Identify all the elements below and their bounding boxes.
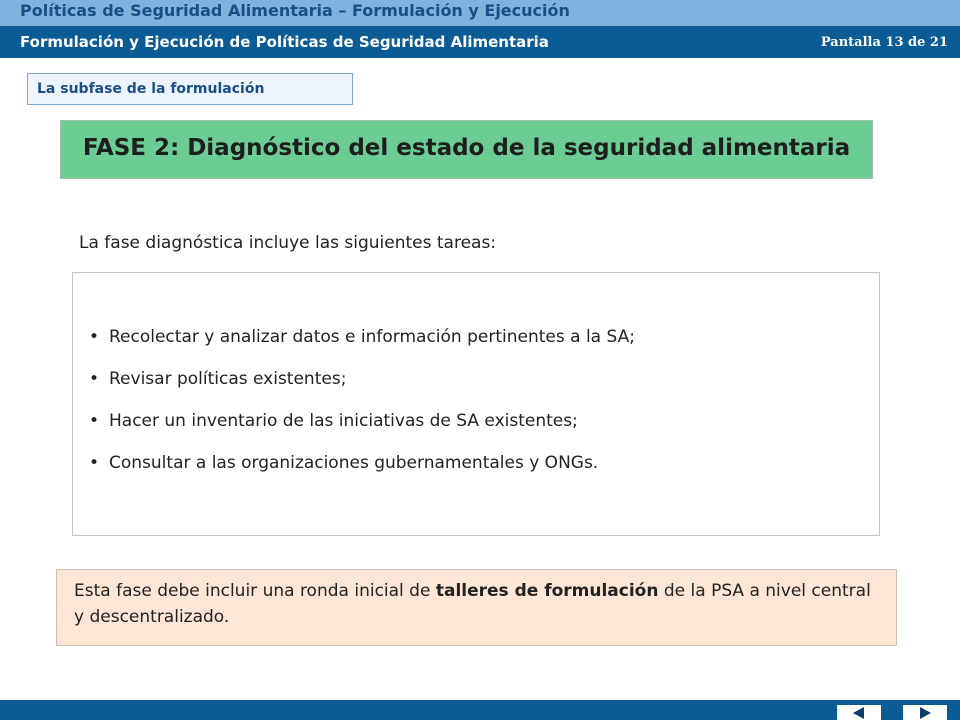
bullet-icon: • (89, 327, 100, 347)
note-text-start: Esta fase debe incluir una ronda inicial de (74, 581, 436, 601)
arrow-left-icon (853, 707, 864, 719)
course-header (0, 0, 960, 26)
list-item (89, 369, 635, 411)
task-list (89, 327, 635, 495)
note-text-end: de la PSA a nivel central y descentralizado. (74, 581, 871, 627)
previous-button[interactable] (837, 705, 881, 720)
bullet-icon: • (89, 369, 100, 389)
bullet-icon: • (89, 411, 100, 431)
section-tab-label: La subfase de la formulación (37, 81, 265, 97)
note-box (56, 569, 897, 646)
section-tab (27, 73, 353, 105)
task-text: Revisar políticas existentes; (109, 369, 347, 389)
phase-title: FASE 2: Diagnóstico del estado de la seguridad alimentaria (82, 135, 851, 161)
task-text: Recolectar y analizar datos e información pertinentes a la SA; (109, 327, 635, 347)
module-title: Formulación y Ejecución de Políticas de Seguridad Alimentaria (20, 33, 549, 51)
list-item (89, 327, 635, 369)
next-button[interactable] (903, 705, 947, 720)
task-text: Hacer un inventario de las iniciativas de SA existentes; (109, 411, 578, 431)
note-emphasis: talleres de formulación (435, 581, 659, 601)
course-title: Políticas de Seguridad Alimentaria – Formulación y Ejecución (20, 1, 570, 20)
intro-text: La fase diagnóstica incluye las siguientes tareas: (79, 233, 497, 253)
tasks-box (72, 272, 880, 536)
bullet-icon: • (89, 453, 100, 473)
module-header (0, 26, 960, 58)
task-text: Consultar a las organizaciones gubernamentales y ONGs. (109, 453, 599, 473)
list-item (89, 453, 635, 495)
note-text (74, 578, 876, 630)
arrow-right-icon (920, 707, 931, 719)
list-item (89, 411, 635, 453)
phase-banner (60, 120, 873, 179)
footer-bar (0, 700, 960, 720)
page-counter: Pantalla 13 de 21 (820, 35, 948, 50)
